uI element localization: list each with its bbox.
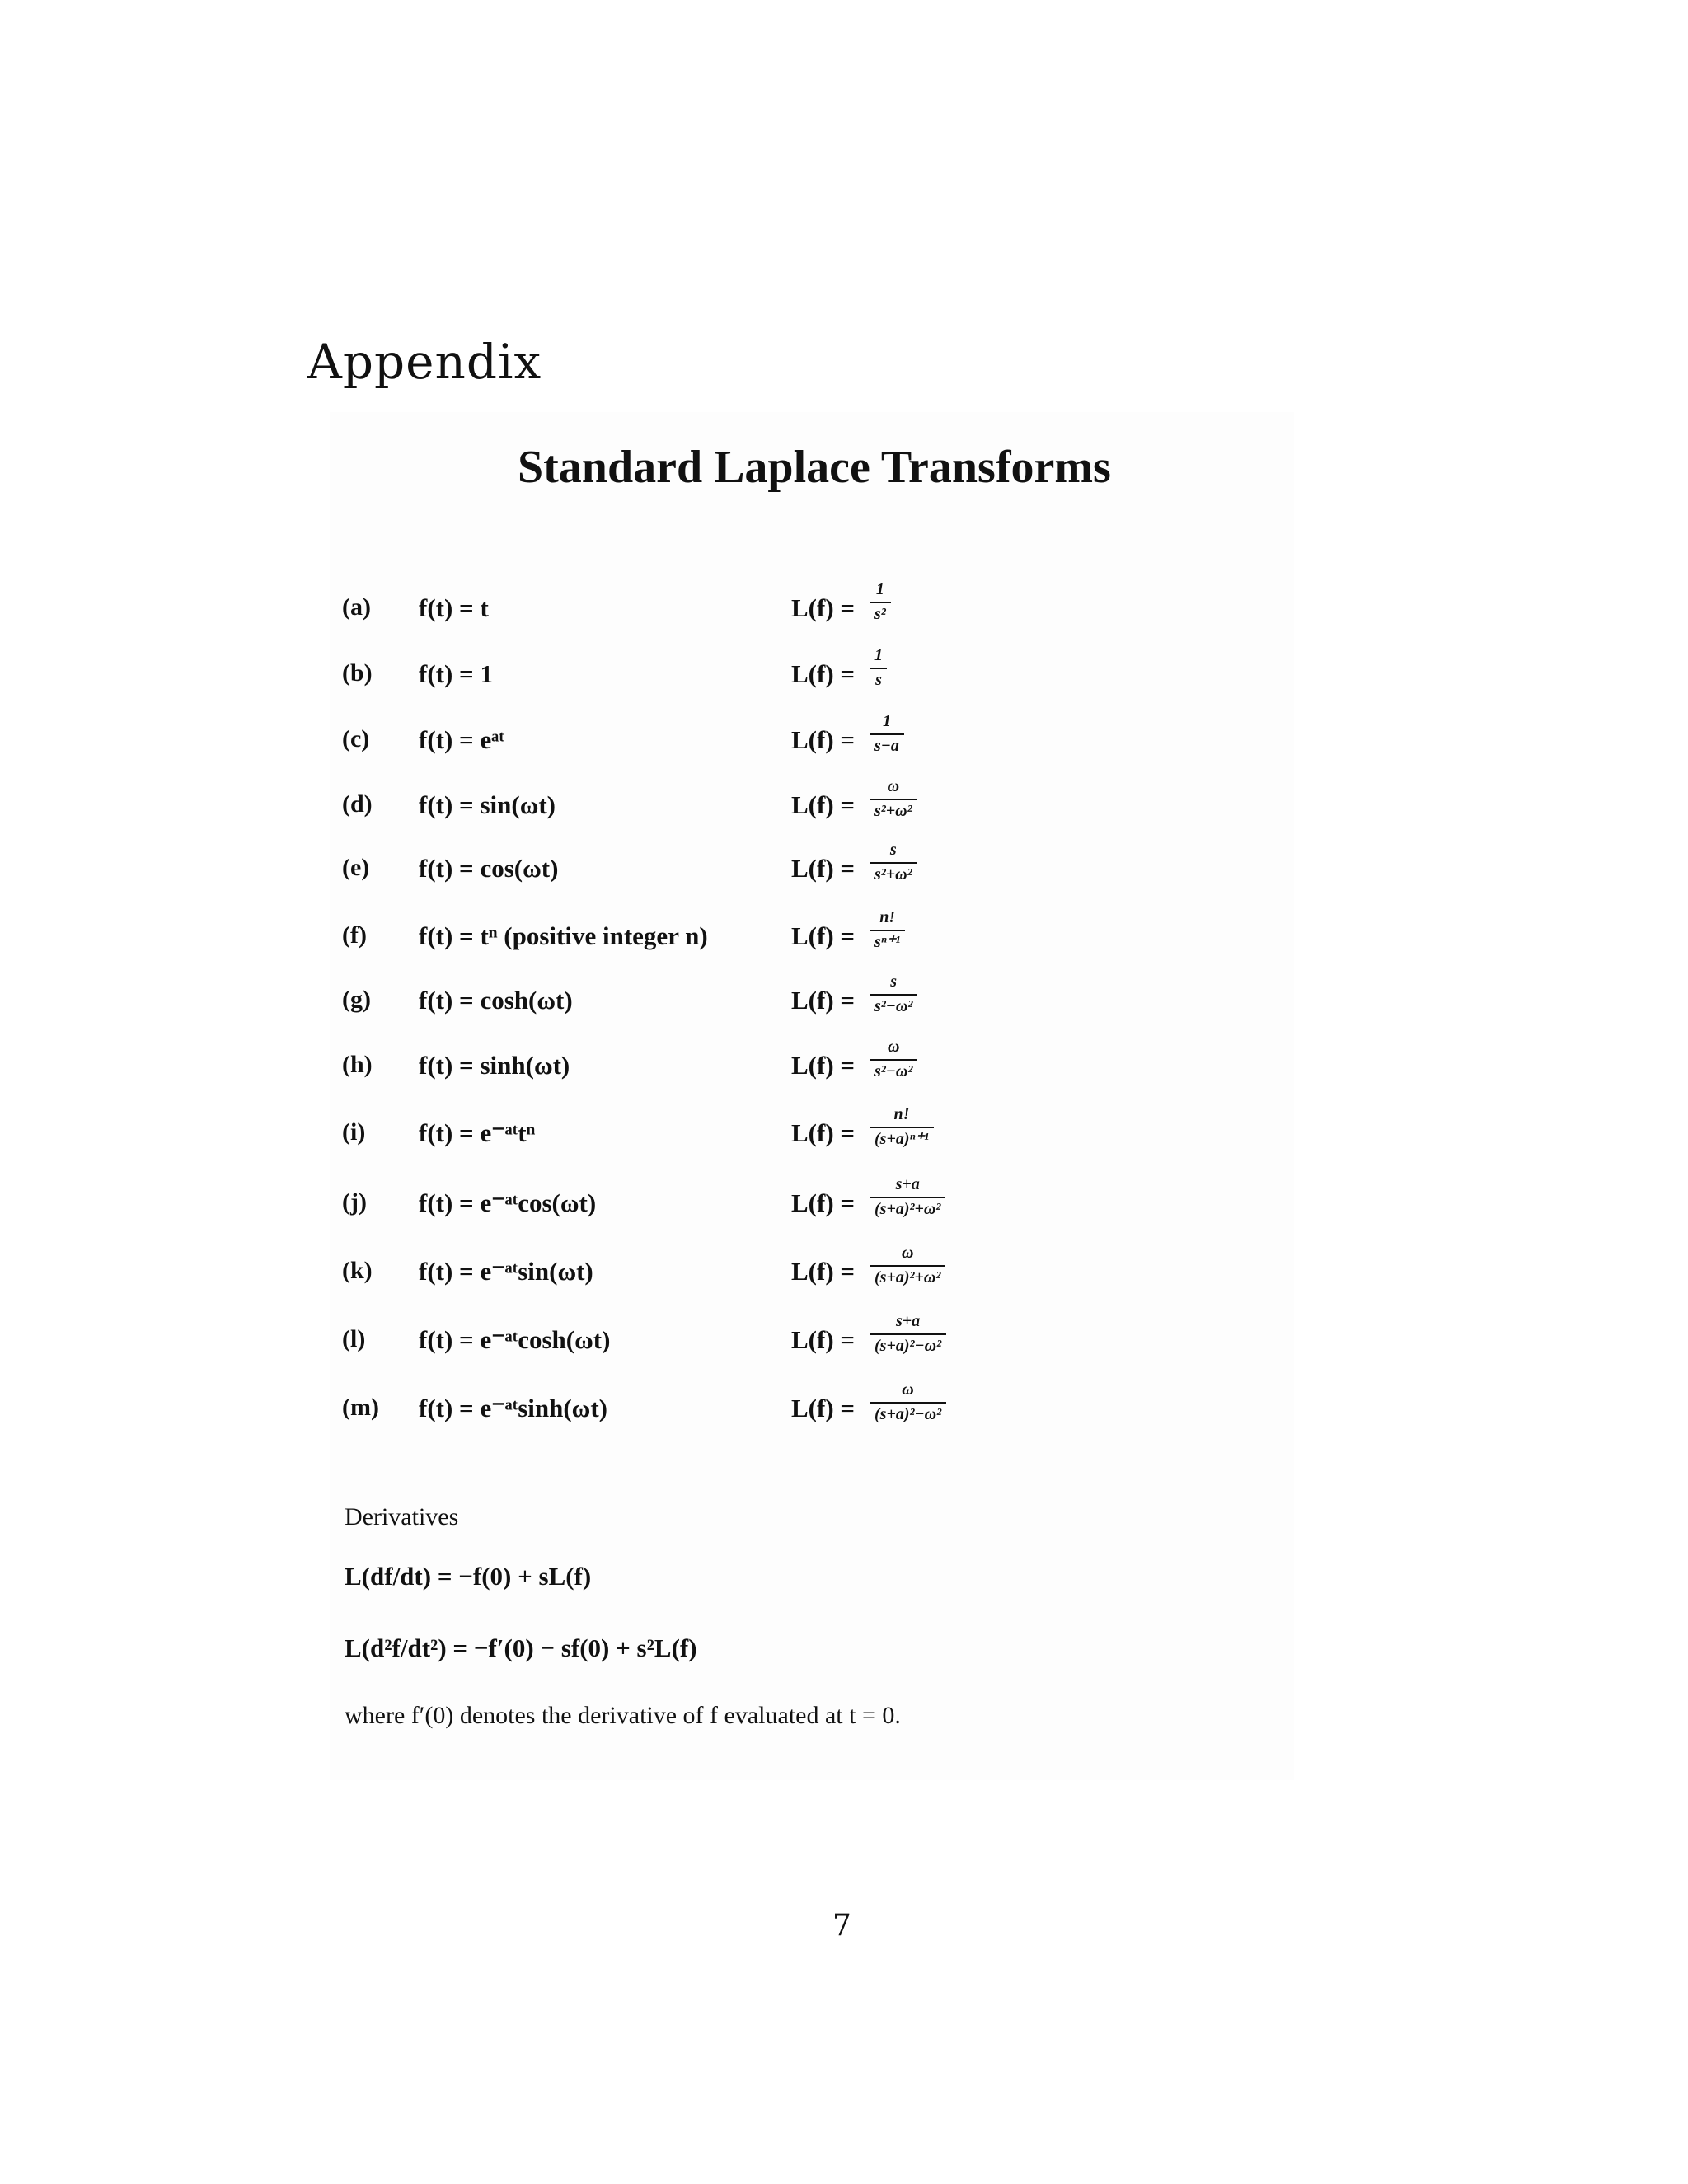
- laplace-fraction: [870, 1102, 934, 1150]
- transform-label: (m): [342, 1394, 379, 1421]
- fraction-denominator: s²−ω²: [870, 994, 917, 1017]
- time-function: f(t) = t: [419, 593, 489, 622]
- time-function: f(t) = sin(ωt): [419, 790, 556, 819]
- fraction-numerator: s+a: [895, 1312, 921, 1330]
- transform-row: [0, 972, 1688, 1033]
- transform-label: (h): [342, 1051, 373, 1078]
- laplace-lhs: L(f) =: [791, 1188, 856, 1217]
- page-title: Appendix: [307, 334, 542, 390]
- time-function: f(t) = cosh(ωt): [419, 986, 573, 1015]
- fraction-denominator: s−a: [870, 733, 904, 757]
- transform-row: [0, 1038, 1688, 1099]
- fraction-numerator: n!: [879, 908, 896, 926]
- fraction-numerator: s: [890, 972, 898, 991]
- fraction-numerator: ω: [901, 1244, 914, 1262]
- fraction-numerator: s: [889, 841, 897, 859]
- transform-row: [0, 841, 1688, 902]
- transform-label: (l): [342, 1325, 366, 1352]
- transform-row: [0, 646, 1688, 707]
- laplace-lhs: L(f) =: [791, 1325, 856, 1354]
- time-function: f(t) = e⁻ᵃᵗcosh(ωt): [419, 1325, 611, 1354]
- fraction-numerator: 1: [875, 580, 884, 598]
- laplace-lhs: L(f) =: [791, 725, 856, 754]
- fraction-denominator: s²−ω²: [870, 1059, 917, 1082]
- fraction-numerator: ω: [887, 777, 900, 795]
- transform-row: [0, 908, 1688, 969]
- fraction-denominator: s²+ω²: [870, 862, 917, 885]
- laplace-fraction: [870, 1034, 917, 1082]
- laplace-lhs: L(f) =: [791, 1394, 856, 1422]
- laplace-fraction: [870, 905, 905, 953]
- page-number: 7: [832, 1909, 851, 1943]
- transform-label: (f): [342, 921, 367, 949]
- transform-row: [0, 1244, 1688, 1305]
- transform-label: (j): [342, 1188, 367, 1216]
- laplace-fraction: [870, 1240, 945, 1288]
- table-title: Standard Laplace Transforms: [518, 442, 1111, 493]
- fraction-denominator: (s+a)²+ω²: [870, 1265, 945, 1288]
- transform-row: [0, 1312, 1688, 1373]
- fraction-numerator: 1: [882, 712, 891, 730]
- laplace-fraction: [870, 1377, 946, 1425]
- fraction-denominator: (s+a)²−ω²: [870, 1333, 946, 1357]
- transform-row: [0, 1380, 1688, 1441]
- time-function: f(t) = 1: [419, 659, 493, 688]
- laplace-lhs: L(f) =: [791, 921, 856, 950]
- laplace-lhs: L(f) =: [791, 1257, 856, 1286]
- laplace-fraction: [870, 837, 917, 885]
- laplace-fraction: [870, 774, 917, 822]
- time-function: f(t) = eᵃᵗ: [419, 725, 504, 754]
- transform-label: (b): [342, 659, 373, 687]
- laplace-fraction: [870, 1309, 946, 1357]
- transform-row: [0, 712, 1688, 773]
- laplace-fraction: [870, 643, 888, 691]
- time-function: f(t) = e⁻ᵃᵗtⁿ: [419, 1118, 536, 1147]
- fraction-numerator: ω: [902, 1380, 914, 1399]
- time-function: f(t) = tⁿ (positive integer n): [419, 921, 708, 950]
- transform-row: [0, 580, 1688, 641]
- derivatives-heading: Derivatives: [345, 1503, 459, 1530]
- laplace-fraction: [870, 577, 891, 625]
- fraction-denominator: s: [870, 668, 887, 691]
- fraction-numerator: n!: [893, 1105, 910, 1123]
- transform-label: (e): [342, 854, 370, 881]
- transform-label: (c): [342, 725, 370, 752]
- first-derivative-formula: L(df/dt) = −f(0) + sL(f): [345, 1562, 592, 1591]
- second-derivative-formula: L(d²f/dt²) = −f′(0) − sf(0) + s²L(f): [345, 1633, 697, 1662]
- transform-row: [0, 777, 1688, 838]
- transform-label: (a): [342, 593, 371, 621]
- fraction-denominator: s²: [870, 602, 891, 625]
- fraction-denominator: (s+a)²+ω²: [870, 1197, 945, 1220]
- laplace-fraction: [870, 969, 917, 1017]
- transform-row: [0, 1105, 1688, 1166]
- laplace-lhs: L(f) =: [791, 659, 856, 688]
- time-function: f(t) = e⁻ᵃᵗsinh(ωt): [419, 1394, 607, 1422]
- fraction-numerator: ω: [887, 1038, 900, 1056]
- derivative-note: where f′(0) denotes the derivative of f evaluated at t = 0.: [345, 1702, 901, 1729]
- laplace-lhs: L(f) =: [791, 1118, 856, 1147]
- laplace-lhs: L(f) =: [791, 593, 856, 622]
- transform-row: [0, 1175, 1688, 1236]
- fraction-numerator: 1: [874, 646, 883, 664]
- time-function: f(t) = e⁻ᵃᵗsin(ωt): [419, 1257, 593, 1286]
- transform-label: (k): [342, 1257, 373, 1284]
- fraction-denominator: sⁿ⁺¹: [870, 930, 905, 953]
- fraction-denominator: s²+ω²: [870, 799, 917, 822]
- laplace-lhs: L(f) =: [791, 854, 856, 883]
- time-function: f(t) = e⁻ᵃᵗcos(ωt): [419, 1188, 597, 1217]
- laplace-lhs: L(f) =: [791, 986, 856, 1015]
- transform-label: (i): [342, 1118, 366, 1146]
- transform-label: (d): [342, 790, 373, 818]
- time-function: f(t) = sinh(ωt): [419, 1051, 570, 1080]
- laplace-lhs: L(f) =: [791, 790, 856, 819]
- laplace-lhs: L(f) =: [791, 1051, 856, 1080]
- transform-label: (g): [342, 986, 371, 1013]
- laplace-fraction: [870, 1172, 945, 1220]
- time-function: f(t) = cos(ωt): [419, 854, 559, 883]
- fraction-denominator: (s+a)²−ω²: [870, 1402, 946, 1425]
- fraction-numerator: s+a: [895, 1175, 920, 1193]
- fraction-denominator: (s+a)ⁿ⁺¹: [870, 1127, 934, 1150]
- laplace-fraction: [870, 709, 904, 757]
